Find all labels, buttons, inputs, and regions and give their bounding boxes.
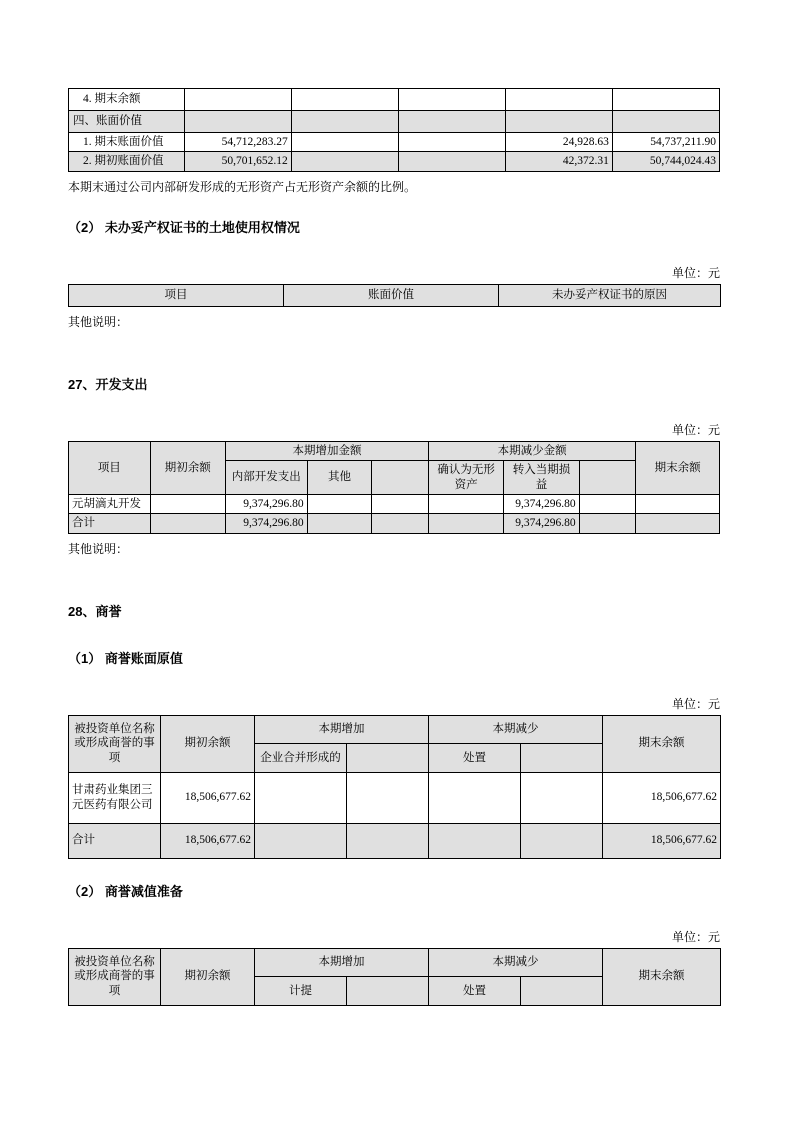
- cell: [372, 494, 429, 513]
- unit-label-land: 单位：元: [671, 265, 720, 280]
- cell-value: 42,372.31: [505, 152, 612, 171]
- land-use-right-table: [68, 284, 721, 307]
- col-header-internal-dev: 内部开发支出: [225, 461, 307, 495]
- col-header-decrease-group: 本期减少: [429, 715, 603, 744]
- cell: [372, 514, 429, 533]
- cell: [428, 514, 503, 533]
- intangible-assets-tail-table: [68, 88, 720, 172]
- table-header-row-top: [69, 441, 720, 460]
- table-header-row-top: [69, 948, 721, 977]
- cell-value: 50,701,652.12: [184, 152, 291, 171]
- cell: [429, 772, 521, 823]
- cell: [505, 89, 612, 111]
- table-row: [69, 772, 721, 823]
- cell: [347, 772, 429, 823]
- cell-value: 9,374,296.80: [225, 514, 307, 533]
- goodwill-impairment-table: [68, 948, 721, 1006]
- cell: [521, 823, 603, 858]
- dev-note: 其他说明：: [68, 541, 129, 556]
- cell: [150, 494, 225, 513]
- section-title-dev: 27、开发支出: [68, 376, 148, 392]
- section-title-goodwill-impairment: （2） 商誉减值准备: [68, 883, 183, 899]
- cell: [398, 133, 505, 152]
- col-header-decrease-group: 本期减少金额: [428, 441, 635, 460]
- col-header-reason: 未办妥产权证书的原因: [499, 284, 721, 306]
- col-header-item: 项目: [69, 284, 284, 306]
- col-header-confirm-intangible: 确认为无形资产: [428, 461, 503, 495]
- cell: [505, 111, 612, 133]
- col-header-dispose: 处置: [429, 744, 521, 773]
- col-header-increase-blank: [372, 461, 429, 495]
- col-header-increase-blank: [347, 744, 429, 773]
- cell-value: 54,712,283.27: [184, 133, 291, 152]
- cell-value: 54,737,211.90: [612, 133, 719, 152]
- col-header-decrease-blank: [521, 977, 603, 1006]
- cell-value: 50,744,024.43: [612, 152, 719, 171]
- cell: [429, 823, 521, 858]
- cell: [307, 494, 372, 513]
- row-label: 1. 期末账面价值: [69, 133, 185, 152]
- table-row: [69, 494, 720, 513]
- col-header-increase-blank: [347, 977, 429, 1006]
- cell: [579, 494, 636, 513]
- cell: [636, 514, 720, 533]
- cell-value: 9,374,296.80: [504, 494, 579, 513]
- col-header-decrease-blank: [521, 744, 603, 773]
- cell: [291, 133, 398, 152]
- cell-value: 24,928.63: [505, 133, 612, 152]
- development-expenditure-table: [68, 441, 720, 534]
- table-row: [69, 133, 720, 152]
- cell: [291, 111, 398, 133]
- unit-label-goodwill-2: 单位：元: [671, 929, 720, 944]
- cell-value: 18,506,677.62: [603, 772, 721, 823]
- col-header-decrease-blank: [579, 461, 636, 495]
- cell: [521, 772, 603, 823]
- col-header-increase-group: 本期增加: [255, 715, 429, 744]
- col-header-increase-group: 本期增加: [255, 948, 429, 977]
- col-header-end-balance: 期末余额: [636, 441, 720, 494]
- cell: [347, 823, 429, 858]
- col-header-transfer-profit: 转入当期损益: [504, 461, 579, 495]
- section-title-goodwill: 28、商誉: [68, 603, 122, 619]
- col-header-book-value: 账面价值: [284, 284, 499, 306]
- row-label: 甘肃药业集团三元医药有限公司: [69, 772, 161, 823]
- row-label: 2. 期初账面价值: [69, 152, 185, 171]
- cell: [636, 494, 720, 513]
- goodwill-original-value-table: [68, 715, 721, 859]
- cell-value: 18,506,677.62: [603, 823, 721, 858]
- cell: [398, 152, 505, 171]
- cell: [291, 89, 398, 111]
- table-row: [69, 823, 721, 858]
- cell: [612, 111, 719, 133]
- cell-value: 9,374,296.80: [225, 494, 307, 513]
- col-header-increase-group: 本期增加金额: [225, 441, 428, 460]
- row-label: 合计: [69, 514, 151, 533]
- row-label: 合计: [69, 823, 161, 858]
- cell: [398, 111, 505, 133]
- row-label: 4. 期末余额: [69, 89, 185, 111]
- cell: [184, 111, 291, 133]
- section-title-goodwill-original: （1） 商誉账面原值: [68, 650, 183, 666]
- table-header-row: [69, 284, 721, 306]
- cell: [612, 89, 719, 111]
- col-header-dispose: 处置: [429, 977, 521, 1006]
- table-row: [69, 89, 720, 111]
- cell-value: 18,506,677.62: [161, 772, 255, 823]
- unit-label-dev: 单位：元: [671, 422, 720, 437]
- table-row: [69, 514, 720, 533]
- cell: [150, 514, 225, 533]
- col-header-end-balance: 期末余额: [603, 715, 721, 772]
- cell: [307, 514, 372, 533]
- table-header-row-top: [69, 715, 721, 744]
- row-label: 元胡滴丸开发: [69, 494, 151, 513]
- col-header-invested-unit: 被投资单位名称或形成商誉的事项: [69, 948, 161, 1005]
- cell: [255, 772, 347, 823]
- cell: [184, 89, 291, 111]
- col-header-end-balance: 期末余额: [603, 948, 721, 1005]
- page-content: [68, 88, 720, 1006]
- col-header-business-combination: 企业合并形成的: [255, 744, 347, 773]
- cell: [579, 514, 636, 533]
- col-header-item: 项目: [69, 441, 151, 494]
- row-label: 四、账面价值: [69, 111, 185, 133]
- land-note: 其他说明：: [68, 314, 129, 329]
- col-header-invested-unit: 被投资单位名称或形成商誉的事项: [69, 715, 161, 772]
- col-header-increase-other: 其他: [307, 461, 372, 495]
- unit-label-goodwill-1: 单位：元: [671, 696, 720, 711]
- cell-value: 9,374,296.80: [504, 514, 579, 533]
- col-header-begin-balance: 期初余额: [161, 715, 255, 772]
- cell: [255, 823, 347, 858]
- table-row: [69, 152, 720, 171]
- cell: [291, 152, 398, 171]
- cell: [398, 89, 505, 111]
- col-header-begin-balance: 期初余额: [150, 441, 225, 494]
- col-header-provision: 计提: [255, 977, 347, 1006]
- cell: [428, 494, 503, 513]
- cell-value: 18,506,677.62: [161, 823, 255, 858]
- table-row: [69, 111, 720, 133]
- section-title-land: （2） 未办妥产权证书的土地使用权情况: [68, 219, 300, 235]
- intangible-note: 本期末通过公司内部研发形成的无形资产占无形资产余额的比例。: [68, 179, 417, 194]
- col-header-decrease-group: 本期减少: [429, 948, 603, 977]
- col-header-begin-balance: 期初余额: [161, 948, 255, 1005]
